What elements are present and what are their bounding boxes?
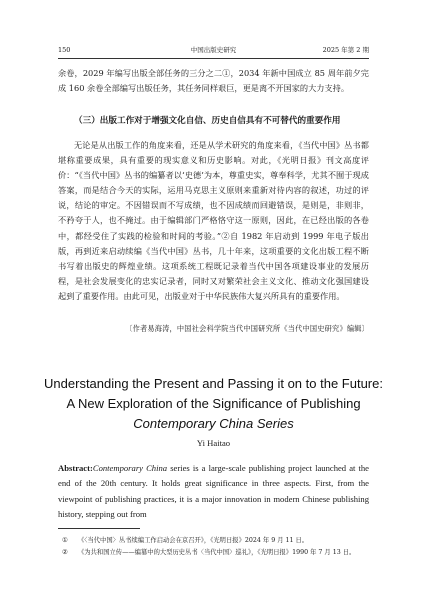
footnote-1 (58, 535, 369, 547)
english-title-line-1: Understanding the Present and Passing it on to the Future: (44, 376, 383, 391)
page-number: 150 (58, 46, 71, 54)
english-title-line-2: A New Exploration of the Significance of Publishing (66, 396, 361, 411)
footnote-1-mark: ① (62, 537, 68, 544)
paragraph-top: 余卷，2029 年编写出版全部任务的三分之二①，2034 年新中国成立 85 周年前夕完成 160 余卷全部编写出版任务，其任务同样艰巨，更是离不开国家的大力支持。 (58, 68, 369, 94)
footnotes (58, 535, 369, 559)
running-head (58, 44, 369, 56)
footnote-rule (58, 528, 140, 529)
footnote-2-text: 《为共和国立传——编纂中的大型历史丛书〈当代中国〉巡礼》，《光明日报》1990 年 7 月 13 日。 (78, 549, 356, 556)
footnote-2 (58, 547, 369, 559)
english-title-line-3: Contemporary China Series (133, 416, 294, 431)
issue-label: 2025 年第 2 期 (322, 46, 369, 54)
journal-title: 中国出版史研究 (190, 46, 237, 54)
english-title (40, 374, 387, 434)
body-paragraph-main (58, 138, 369, 304)
abstract-label: Abstract: (58, 463, 93, 473)
abstract (58, 461, 369, 523)
footnote-2-mark: ② (62, 549, 68, 556)
abstract-italic-title: Contemporary China (92, 463, 168, 473)
section-heading: （三）出版工作对于增强文化自信、历史自信具有不可替代的重要作用 (74, 116, 341, 126)
body-paragraph-top (58, 66, 369, 96)
footnote-1-text: 《〈当代中国〉丛书续编工作启动会在京召开》，《光明日报》2024 年 9 月 11 日。 (78, 537, 309, 544)
paragraph-main: 无论是从出版工作的角度来看，还是从学术研究的角度来看，《当代中国》丛书都堪称重要成果，具有重要的现实意义和历史影响。对此，《光明日报》刊文高度评价：“《当代中国》丛书的编纂者以‘史德’为本，尊重史实，尊奉科学，尤其不囿于现成答案，而是结合今天的实际，运用马克思主义原则来重新对待内容的叙述，功过的评说，结论的审定。不因错误而不写成绩，也不因成绩而回避错误，是则是，非则非，不矜夸于人，也不掩过。由于编辑部门严格恪守这一原则，因此，在已经出版的各卷中，都经受住了实践的检验和时间的考验。”②自 1982 年启动到 1999 年电子版出版，再到近来启动续编《当代中国》丛书，几十年来，这项重要的文化出版工程不断书写着出版史的辉煌业绩。这项系统工程既记录着当代中国各项建设事业的发展历程，是社会发展变化的忠实记录者，同时又对繁荣社会主义文化、推动文化强国建设起到了重要作用。由此可见，出版业对于中华民族伟大复兴所具有的重要作用。 (58, 140, 369, 301)
english-author: Yi Haitao (196, 438, 231, 448)
abstract-text: series is a large-scale publishing project launched at the end of the 20th century. It holds great significance in three aspects. First, from the viewpoint of publishing practices, it is a major innovation in modern Chinese publishing history, stepping out from (58, 463, 370, 520)
header-rule (58, 58, 369, 59)
author-note: 〔作者易海涛，中国社会科学院当代中国研究所《当代中国史研究》编辑〕 (125, 324, 369, 333)
